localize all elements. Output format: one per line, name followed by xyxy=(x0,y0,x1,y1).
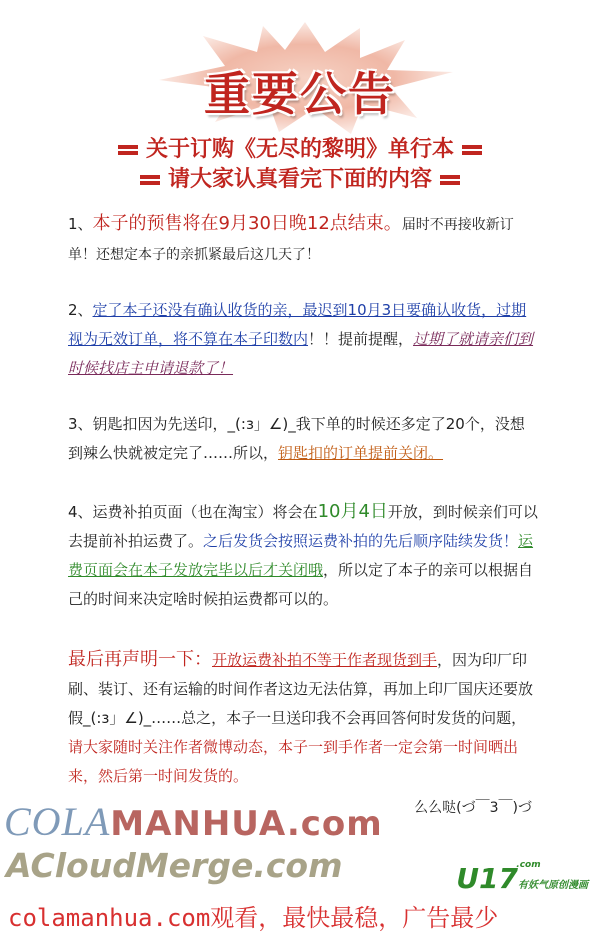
subtitle-line-1 xyxy=(0,132,600,163)
notice-item-4 xyxy=(68,497,538,614)
u17-com: .com xyxy=(516,860,541,870)
notice-item-2 xyxy=(68,296,538,383)
double-bar-left xyxy=(140,174,160,186)
item-number: 2、 xyxy=(68,301,93,319)
item-body: 运费补拍页面（也在淘宝）将会在 xyxy=(92,503,318,521)
final-statement xyxy=(68,645,538,791)
not-in-stock-text: 开放运费补拍不等于作者现货到手 xyxy=(212,651,438,669)
item-body: 钥匙扣因为先送印，_(:з」∠)_我下单的时候还多定了20个，没想到辣么快就被定完了……所以， xyxy=(68,415,525,462)
shipping-order-text: 之后发货会按照运费补拍的先后顺序陆续发货！ xyxy=(203,532,519,550)
subtitle-1-text: 关于订购《无尽的黎明》单行本 xyxy=(145,137,454,162)
footer-ad-text: colamanhua.com观看，最快最稳，广告最少 xyxy=(8,904,499,932)
item-body: ，所以定了本子的亲可以根据自己的时间来决定啥时候拍运费都可以的。 xyxy=(68,561,534,608)
item-body: ，因为印厂印刷、装订、还有运输的时间作者这边无法估算，再加上印厂国庆还要放假_(:з」∠)_……总之，本子一旦送印我不会再回答何时发货的问题， xyxy=(68,651,534,727)
double-bar-right xyxy=(440,174,460,186)
notice-item-1 xyxy=(68,209,538,270)
item-body: 开放，到时候亲们可以去提前补拍运费了。 xyxy=(68,503,538,550)
acloudmerge-watermark: ACloudMerge.com xyxy=(6,846,343,885)
item-number: 4、 xyxy=(68,503,93,521)
item-body: ！！提前提醒， xyxy=(308,330,414,348)
item-number: 3、 xyxy=(68,415,93,433)
colamanhua-watermark xyxy=(4,798,383,845)
subtitle-line-2 xyxy=(0,162,600,193)
u17-slogan: 有妖气原创漫画 xyxy=(518,880,588,891)
open-date: 10月4日 xyxy=(317,501,388,522)
watermark-manhua: MANHUA.com xyxy=(110,804,383,844)
double-bar-left xyxy=(118,144,138,156)
presale-end-text: 本子的预售将在9月30日晚12点结束。 xyxy=(92,213,402,234)
notice-item-3 xyxy=(68,410,538,468)
confirm-receipt-text: 定了本子还没有确认收货的亲，最迟到10月3日要确认收货，过期视为无效订单，将不算在本子印数内 xyxy=(68,301,527,348)
subtitle-2-text: 请大家认真看完下面的内容 xyxy=(167,167,432,192)
u17-logo xyxy=(456,862,588,895)
page-title: 重要公告 xyxy=(204,67,396,121)
item-number: 1、 xyxy=(68,215,93,233)
double-bar-right xyxy=(462,144,482,156)
watermark-cola: COLA xyxy=(4,799,111,844)
u17-mark: U17 xyxy=(456,862,518,895)
item-body: 届时不再接收新订单！还想定本子的亲抓紧最后这几天了！ xyxy=(68,217,514,263)
follow-weibo-text: 请大家随时关注作者微博动态，本子一到手作者一定会第一时间晒出来，然后第一时间发货的。 xyxy=(68,738,519,785)
final-statement-lead: 最后再声明一下： xyxy=(68,649,212,670)
shipping-page-close-text: 运费页面会在本子发放完毕以后才关闭哦 xyxy=(68,532,534,579)
refund-text: 过期了就请亲们到时候找店主申请退款了！ xyxy=(68,330,534,377)
signature: 么么哒(づ￣3￣)づ xyxy=(414,800,532,816)
keychain-closed-text: 钥匙扣的订单提前关闭。 xyxy=(278,444,444,462)
